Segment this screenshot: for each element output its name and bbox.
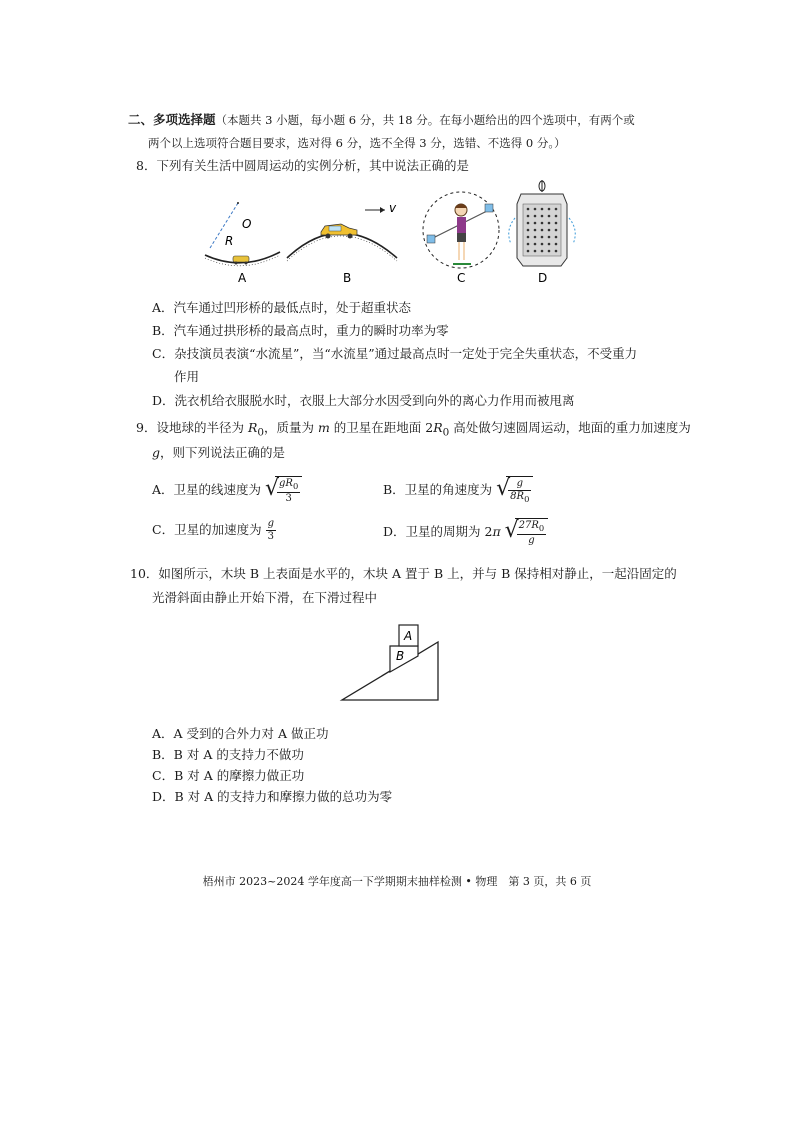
q10-stem-line1 [130,566,677,582]
q9-option-b [383,476,533,505]
q9-option-d-label: D．卫星的周期为 2 [383,524,493,539]
q9-r0: R [247,420,258,435]
q9-d-sub: 0 [538,523,545,533]
q10-option-c: C．B 对 A 的摩擦力做正功 [152,768,305,783]
q10-option-d: D．B 对 A 的支持力和摩擦力做的总功为零 [152,789,393,804]
q9-text-d: 高处做匀速圆周运动，地面的重力加速度为 [449,420,691,435]
concave-bridge-drawing [205,202,280,266]
label-fig-c: C [457,271,466,285]
q8-figure-b [285,200,405,290]
q8-figure-d [505,178,580,290]
q9-option-b-formula: √ $\frac{g}{8R_0}$ [496,476,533,505]
q9-text-rest: ，则下列说法正确的是 [160,445,286,460]
q9-option-a [152,476,302,505]
q9-r0-sub: 0 [257,426,264,439]
q9-a-sub: 0 [292,481,299,491]
q8-option-d: D．洗衣机给衣服脱水时，衣服上大部分水因受到向外的离心力作用而被甩离 [152,393,575,408]
q8-stem [136,158,469,174]
q8-figure-a [200,200,290,290]
q9-b-den: 8R [510,491,525,502]
label-o: O [242,217,252,231]
q9-option-c-formula [266,518,276,543]
q8-option-a: A．汽车通过凹形桥的最低点时，处于超重状态 [152,300,412,315]
label-block-a: A [404,629,413,643]
q8-figure-c [415,188,505,290]
section-header [128,112,635,128]
q9-g: g [152,445,161,460]
section-note-line2: 两个以上选项符合题目要求，选对得 6 分，选不全得 3 分，选错、不选得 0 分。） [148,136,566,150]
section-title: 二、多项选择题 [128,112,216,127]
q10-option-a: A．A 受到的合外力对 A 做正功 [152,726,329,741]
q9-stem-line2 [152,445,285,461]
incline-blocks-drawing [342,625,438,700]
q8-number: 8． [136,158,157,173]
q8-option-c-line2: 作用 [174,369,200,384]
q9-text-a: 设地球的半径为 [156,420,248,435]
washing-drum-drawing [509,180,576,266]
q8-text: 下列有关生活中圆周运动的实例分析，其中说法正确的是 [156,158,469,173]
q9-option-b-label: B．卫星的角速度为 [383,482,493,497]
q9-stem-line1 [136,420,691,441]
q9-option-d-formula: √ $\frac{27R_0}{g}$ [505,518,549,547]
q9-b-sub: 0 [524,494,530,504]
label-fig-d: D [538,271,548,285]
label-r: R [225,234,234,248]
label-fig-a: A [238,271,247,285]
section-note-line1: （本题共 3 小题，每小题 6 分，共 18 分。在每小题给出的四个选项中，有两个或 [215,113,635,127]
water-meteor-drawing [423,192,499,268]
q9-b-num: g [508,478,531,491]
label-v: v [389,201,397,215]
q9-r0b-sub: 0 [442,426,450,439]
q9-a-num: gR [279,478,293,489]
page-footer: 梧州市 2023~2024 学年度高一下学期期末抽样检测 • 物理 第 3 页，共 6 页 [202,875,592,888]
label-block-b: B [396,649,405,663]
q9-d-num: 27R [518,520,539,531]
q9-option-a-label: A．卫星的线速度为 [152,482,262,497]
q9-option-c [152,518,276,543]
q9-d-pi: π [492,524,501,539]
q9-option-a-formula: √ $\frac{gR_0}{3}$ [265,476,302,505]
q9-number: 9． [136,420,157,435]
q9-r0b: R [433,420,443,435]
q9-a-den: 3 [285,493,292,504]
q9-option-d [383,518,548,547]
q8-option-b: B．汽车通过拱形桥的最高点时，重力的瞬时功率为零 [152,323,449,338]
arched-bridge-drawing [287,207,397,261]
q8-option-c-line1: C．杂技演员表演“水流星”，当“水流星”通过最高点时一定处于完全失重状态，不受重力 [152,346,638,361]
q9-c-num: g [267,518,274,529]
q10-option-b: B．B 对 A 的支持力不做功 [152,747,304,762]
q9-c-den: 3 [267,531,274,542]
label-fig-b: B [343,271,352,285]
q9-text-b: ，质量为 [263,420,318,435]
q10-figure [340,622,450,704]
q9-option-c-label: C．卫星的加速度为 [152,522,262,537]
q9-m: m [317,420,330,435]
q9-text-c: 的卫星在距地面 2 [329,420,434,435]
q9-d-den: g [528,535,535,546]
q10-text-line1: 如图所示，木块 B 上表面是水平的，木块 A 置于 B 上，并与 B 保持相对静止，一起沿固定的 [158,566,677,581]
q10-stem-line2: 光滑斜面由静止开始下滑，在下滑过程中 [152,590,378,605]
q10-number: 10． [130,566,159,581]
